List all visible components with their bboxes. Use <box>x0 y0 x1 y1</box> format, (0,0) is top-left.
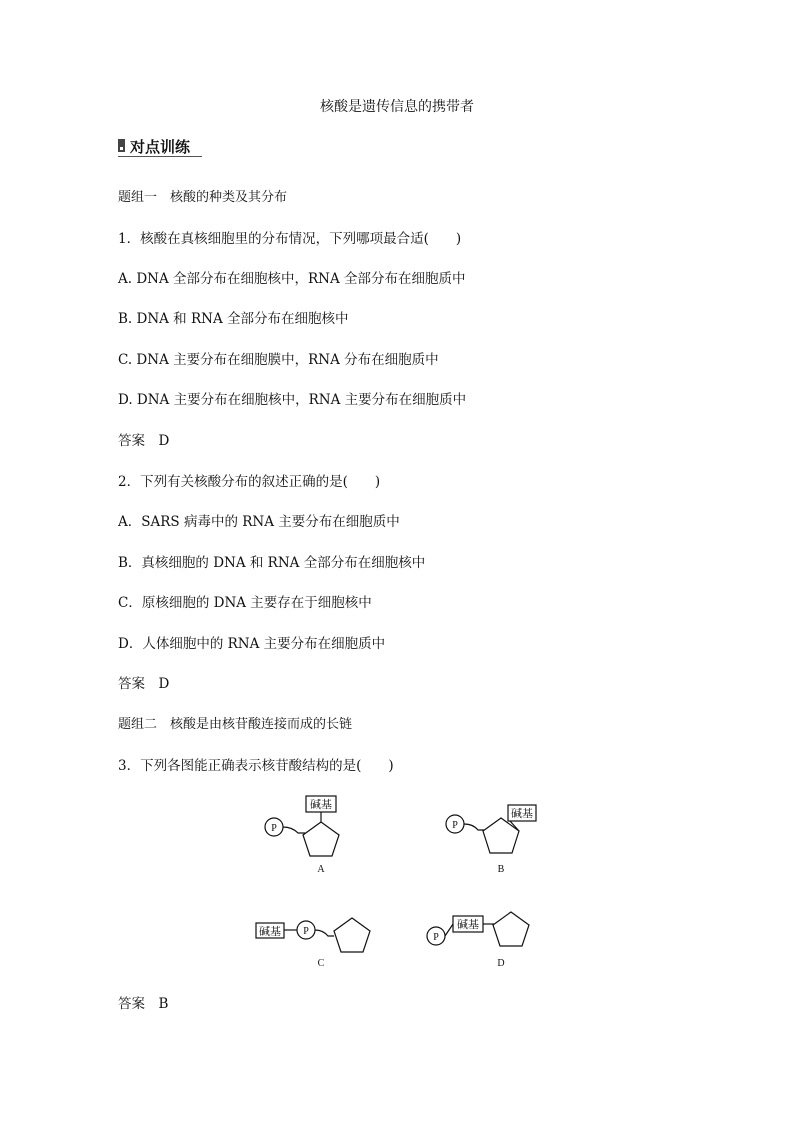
phosphate-circle-d <box>427 927 445 945</box>
bond-p-sugar-b <box>464 824 484 830</box>
phosphate-label-c: P <box>303 926 309 937</box>
section-heading <box>118 136 202 157</box>
q2-option-b: B．真核细胞的 DNA 和 RNA 全部分布在细胞核中 <box>118 555 426 571</box>
phosphate-label-a: P <box>271 823 277 834</box>
q1-option-b: B. DNA 和 RNA 全部分布在细胞核中 <box>118 311 349 327</box>
pentose-ring-d <box>493 912 529 946</box>
base-box-d <box>453 916 483 932</box>
q2-answer: 答案 D <box>118 676 170 692</box>
base-label-d: 碱基 <box>457 918 479 931</box>
figure-label-b: B <box>497 864 505 875</box>
q1-option-a: A. DNA 全部分布在细胞核中，RNA 全部分布在细胞质中 <box>118 271 466 287</box>
section-marker-icon <box>118 139 125 152</box>
base-label-b: 碱基 <box>511 807 533 820</box>
question-group-2: 题组二 核酸是由核苷酸连接而成的长链 <box>118 717 353 732</box>
q1-option-c: C. DNA 主要分布在细胞膜中，RNA 分布在细胞质中 <box>118 352 439 368</box>
base-box-c <box>256 923 284 938</box>
page-title: 核酸是遗传信息的携带者 <box>320 99 474 115</box>
q3-stem: 3．下列各图能正确表示核苷酸结构的是( ) <box>118 758 394 774</box>
phosphate-circle-a <box>265 818 283 836</box>
figure-label-c: C <box>317 958 325 969</box>
bond-p-sugar-a <box>283 827 305 833</box>
q3-answer: 答案 B <box>118 996 169 1012</box>
figure-label-d: D <box>497 958 505 969</box>
q1-option-d: D. DNA 主要分布在细胞核中，RNA 主要分布在细胞质中 <box>118 392 467 408</box>
base-label-a: 碱基 <box>310 798 332 811</box>
question-group-1: 题组一 核酸的种类及其分布 <box>118 190 288 205</box>
phosphate-label-d: P <box>433 932 439 943</box>
phosphate-label-b: P <box>452 820 458 831</box>
base-box-b <box>508 805 536 821</box>
figure-d <box>427 912 529 946</box>
section-title: 对点训练 <box>130 138 191 156</box>
bond-p-base-d <box>445 924 453 936</box>
bond-base-b <box>510 821 519 831</box>
figure-b <box>446 805 536 853</box>
q1-stem: 1．核酸在真核细胞里的分布情况，下列哪项最合适( ) <box>118 231 462 247</box>
figure-label-a: A <box>317 864 325 875</box>
base-box-a <box>306 796 336 812</box>
bond-p-sugar-c <box>315 930 334 936</box>
pentose-ring-b <box>483 818 519 853</box>
base-label-c: 碱基 <box>259 925 281 938</box>
figure-a <box>265 796 339 856</box>
figure-c <box>256 918 370 952</box>
q1-answer: 答案 D <box>118 433 170 449</box>
q2-option-d: D．人体细胞中的 RNA 主要分布在细胞质中 <box>118 636 386 652</box>
phosphate-circle-b <box>446 815 464 833</box>
q2-stem: 2．下列有关核酸分布的叙述正确的是( ) <box>118 474 381 490</box>
q2-option-c: C．原核细胞的 DNA 主要存在于细胞核中 <box>118 595 372 611</box>
pentose-ring-a <box>303 822 339 856</box>
q2-option-a: A．SARS 病毒中的 RNA 主要分布在细胞质中 <box>118 514 400 530</box>
pentose-ring-c <box>334 918 370 952</box>
phosphate-circle-c <box>297 921 315 939</box>
